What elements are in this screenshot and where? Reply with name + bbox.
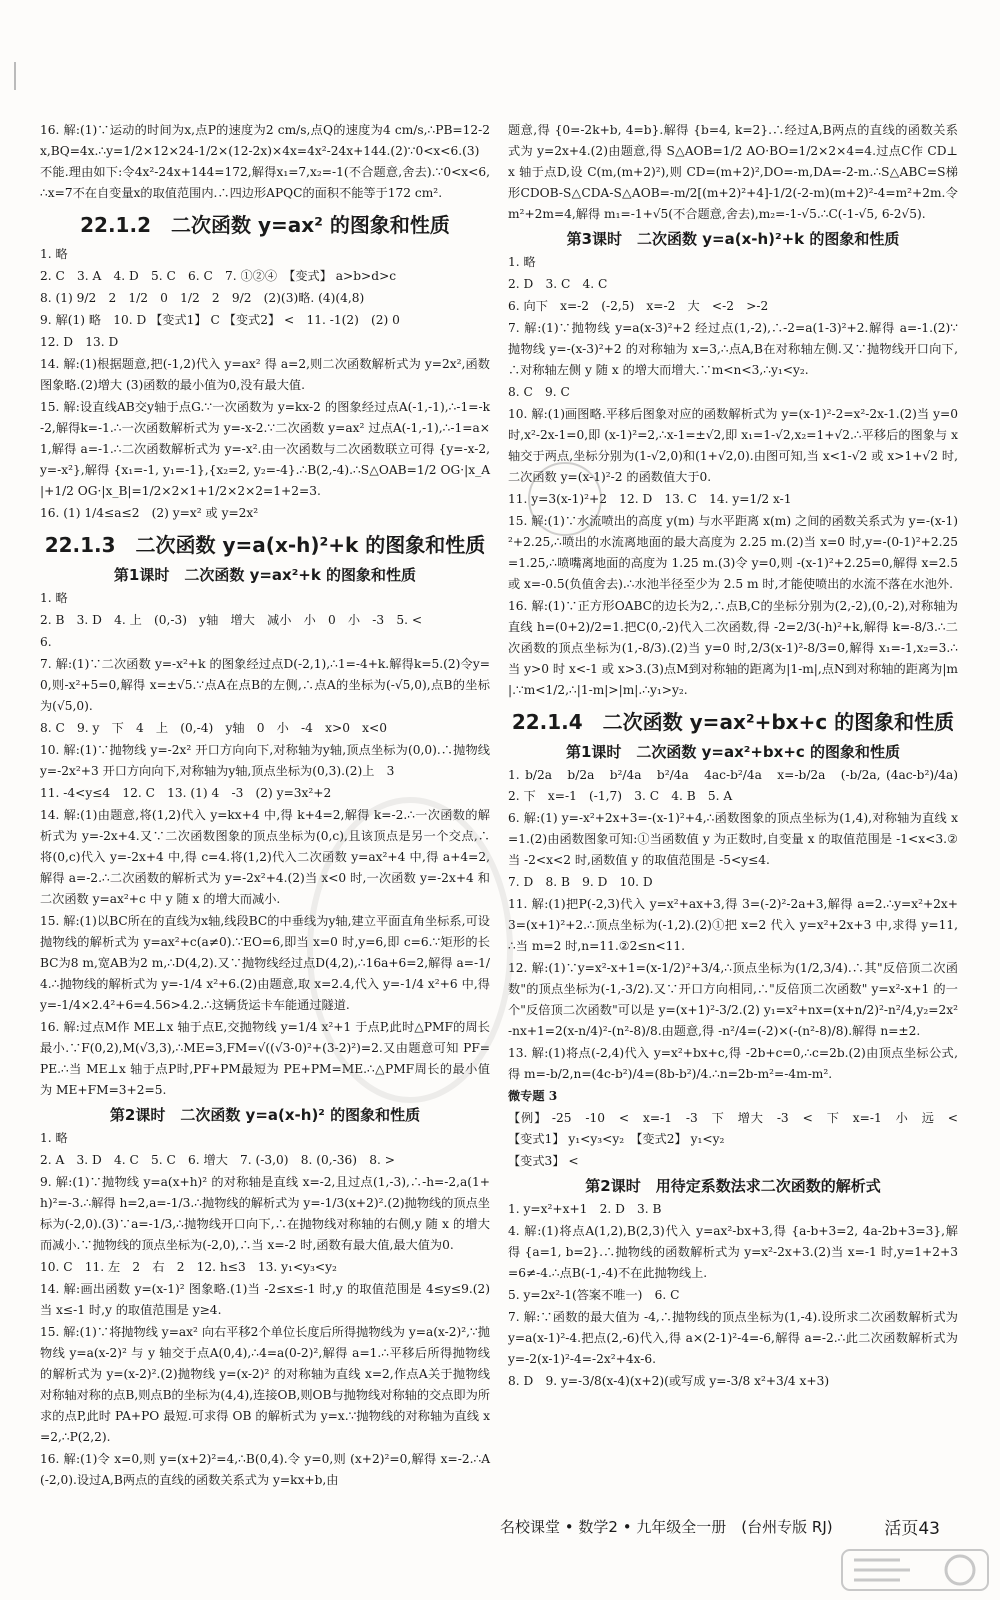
section-heading: 22.1.3 二次函数 y=a(x-h)²+k 的图象和性质 bbox=[44, 533, 486, 557]
answer-paragraph: 6. 向下 x=-2 (-2,5) x=-2 大 <-2 >-2 bbox=[508, 299, 769, 313]
answer-paragraph: 2. D 3. C 4. C bbox=[508, 277, 608, 291]
answer-paragraph: 1. y=x²+x+1 2. D 3. B bbox=[508, 1202, 662, 1216]
answer-paragraph: 2. A 3. D 4. C 5. C 6. 增大 7. (-3,0) 8. (0,-36) 8. > bbox=[40, 1153, 395, 1167]
answer-paragraph: 15. 解:设直线AB交y轴于点G.∵一次函数为 y=kx-2 的图象经过点A(-1,-1),∴-1=-k-2,解得k=-1.∴一次函数解析式为 y=-x-2.∵二次函数 y=ax² 过点A(-1,-1),∴-1=a×1,解得 a=-1.∴二次函数解析式为 y=-x².由一次函数与二次函数联立可得 {y=-x-2, y=-x²},解得 {x₁=-1, y₁=-1},{x₂=2, y₂=-4}.∴B(2,-4).∴S△OAB=1/2 OG·|x_A|+1/2 OG·|x_B|=1/2×2×1+1/2×2×2=1+2=3. bbox=[40, 400, 490, 498]
lesson-heading: 第2课时 二次函数 y=a(x-h)² 的图象和性质 bbox=[109, 1106, 421, 1124]
answer-paragraph: 1. b/2a b/2a b²/4a b²/4a 4ac-b²/4a x=-b/2a (-b/2a, (4ac-b²)/4a) 2. 下 x=-1 (-1,7) 3. C 4. B 5. A bbox=[508, 768, 971, 803]
answer-paragraph: 16. 解:(1)∵正方形OABC的边长为2,∴点B,C的坐标分别为(2,-2),(0,-2),对称轴为直线 h=(0+2)/2=1.把C(0,-2)代入二次函数,得 -2=2/3(-h)²+k,解得 k=-8/3.∴二次函数的顶点坐标为(1,-8/3).(2)当 y=0 时,2/3(x-1)²-8/3=0,解得 x₁=-1,x₂=3.∴当 y>0 时 x<-1 或 x>3.(3)点M到对称轴的距离为|1-m|,点N到对称轴的距离为|m|.∵m<1/2,∴|1-m|>|m|.∴y₁>y₂. bbox=[508, 599, 958, 697]
answer-paragraph: 15. 解:(1)以BC所在的直线为x轴,线段BC的中垂线为y轴,建立平面直角坐标系,可设抛物线的解析式为 y=ax²+c(a≠0).∵EO=6,即当 x=0 时,y=6,即 c=6.∵矩形的长BC为8 m,宽AB为2 m,∴D(4,2).又∵抛物线经过点D(4,2),∴16a+6=2,解得 a=-1/4.∴抛物线的解析式为 y=-1/4 x²+6.(2)由题意,取 x=2.4,代入 y=-1/4 x²+6 中,得 y=-1/4×2.4²+6=4.56>4.2.∴这辆货运卡车能通过隧道. bbox=[40, 914, 490, 1012]
lesson-heading: 第1课时 二次函数 y=ax²+bx+c 的图象和性质 bbox=[565, 743, 901, 761]
answer-paragraph: 12. D 13. D bbox=[40, 335, 119, 349]
answer-paragraph: 【变式3】 < bbox=[508, 1154, 579, 1168]
answer-paragraph: 15. 解:(1)∵水流喷出的高度 y(m) 与水平距离 x(m) 之间的函数关系式为 y=-(x-1)²+2.25,∴喷出的水流离地面的最大高度为 2.25 m.(2)当 x=0 时,y=-(0-1)²+2.25=1.25,∴喷嘴离地面的高度为 1.25 m.(3)令 y=0,则 -(x-1)²+2.25=0,解得 x=2.5 或 x=-0.5(负值舍去).∴水池半径至少为 2.5 m 时,才能使喷出的水流不落在水池外. bbox=[508, 514, 958, 591]
left-column bbox=[40, 120, 490, 1510]
answer-paragraph: 4. 解:(1)将点A(1,2),B(2,3)代入 y=ax²-bx+3,得 {a-b+3=2, 4a-2b+3=3},解得 {a=1, b=2}.∴抛物线的函数解析式为 y=x²-2x+3.(2)当 x=-1 时,y=1+2+3=6≠-4.∴点B(-1,-4)不在此抛物线上. bbox=[508, 1224, 958, 1280]
right-column bbox=[508, 120, 971, 1510]
topic-label: 微专题 3 bbox=[508, 1089, 558, 1103]
answer-paragraph: 11. 解:(1)把P(-2,3)代入 y=x²+ax+3,得 3=(-2)²-2a+3,解得 a=2.∴y=x²+2x+3=(x+1)²+2.∴顶点坐标为(-1,2).(2)①把 x=2 代入 y=x²+2x+3 中,求得 y=11,∴当 m=2 时,n=11.②2≤n<11. bbox=[508, 897, 958, 953]
answer-paragraph: 1. 略 bbox=[40, 591, 68, 605]
answer-paragraph: 7. 解:(1)∵抛物线 y=a(x-3)²+2 经过点(1,-2),∴-2=a(1-3)²+2.解得 a=-1.(2)∵抛物线 y=-(x-3)²+2 的对称轴为 x=3,∴点A,B在对称轴左侧.又∵抛物线开口向下,∴对称轴左侧 y 随 x 的增大而增大.∵m<n<3,∴y₁<y₂. bbox=[508, 321, 958, 377]
answer-paragraph: 10. 解:(1)∵抛物线 y=-2x² 开口方向向下,对称轴为y轴,顶点坐标为(0,0).∴抛物线 y=-2x²+3 开口方向向下,对称轴为y轴,顶点坐标为(0,3).(2)上 3 bbox=[40, 743, 490, 778]
answer-paragraph: 1. 略 bbox=[40, 247, 68, 261]
answer-paragraph: 5. y=2x²-1(答案不唯一) 6. C bbox=[508, 1288, 680, 1302]
answer-paragraph: 2. B 3. D 4. 上 (0,-3) y轴 增大 减小 小 0 小 -3 5. < bbox=[40, 613, 423, 627]
faint-stamp bbox=[528, 462, 602, 536]
answer-paragraph: 8. C 9. y 下 4 上 (0,-4) y轴 0 小 -4 x>0 x<0 bbox=[40, 721, 387, 735]
answer-paragraph: 6. 解:(1) y=-x²+2x+3=-(x-1)²+4,∴函数图象的顶点坐标为(1,4),对称轴为直线 x=1.(2)由函数图象可知:①当函数值 y 为正数时,自变量 x 的取值范围是 -1<x<3.②当 -2<x<2 时,函数值 y 的取值范围是 -5<y≤4. bbox=[508, 811, 958, 867]
book-title: 名校课堂 • 数学2 • 九年级全一册 (台州专版 RJ) bbox=[500, 1518, 833, 1536]
answer-paragraph: 7. 解:∵函数的最大值为 -4,∴抛物线的顶点坐标为(1,-4).设所求二次函数解析式为 y=a(x-1)²-4.把点(2,-6)代入,得 a×(2-1)²-4=-6,解得 a=-2.∴此二次函数解析式为 y=-2(x-1)²-4=-2x²+4x-6. bbox=[508, 1310, 958, 1366]
answer-paragraph: 16. (1) 1/4≤a≤2 (2) y=x² 或 y=2x² bbox=[40, 506, 259, 520]
answer-paragraph: 16. 解:过点M作 ME⊥x 轴于点E,交抛物线 y=1/4 x²+1 于点P,此时△PMF的周长最小.∵F(0,2),M(√3,3),∴ME=3,FM=√((√3-0)²+(3-2)²)=2.又由题意可知 PF=PE.∴当 ME⊥x 轴于点P时,PF+PM最短为 PE+PM=ME.∴△PMF周长的最小值为 ME+FM=3+2=5. bbox=[40, 1020, 490, 1097]
answer-paragraph: 1. 略 bbox=[508, 255, 536, 269]
answer-paragraph: 9. 解(1) 略 10. D 【变式1】 C 【变式2】 < 11. -1(2) (2) 0 bbox=[40, 313, 400, 327]
site-logo-watermark bbox=[840, 1546, 990, 1594]
answer-paragraph: 8. (1) 9/2 2 1/2 0 1/2 2 9/2 (2)(3)略. (4)(4,8) bbox=[40, 291, 365, 305]
page-footer bbox=[40, 1512, 950, 1542]
answer-paragraph: 10. 解:(1)画图略.平移后图象对应的函数解析式为 y=(x-1)²-2=x²-2x-1.(2)当 y=0 时,x²-2x-1=0,即 (x-1)²=2,∴x-1=±√2,即 x₁=1-√2,x₂=1+√2.∴平移后的图象与 x 轴交于两点,坐标分别为(1-√2,0)和(1+√2,0).由图可知,当 x<1-√2 或 x>1+√2 时,二次函数 y=(x-1)²-2 的函数值大于0. bbox=[508, 407, 958, 484]
answer-paragraph: 12. 解:(1)∵y=x²-x+1=(x-1/2)²+3/4,∴顶点坐标为(1/2,3/4).∴其"反倍顶二次函数"的顶点坐标为(-1,-3/2).又∵开口方向相同,∴"反倍顶二次函数" y=x²-x+1 的一个"反倍顶二次函数"可以是 y=(x+1)²-3/2.(2) y₁=x²+nx=(x+n/2)²-n²/4,y₂=2x²-nx+1=2(x-n/4)²-(n²-8)/8.由题意,得 -n²/4=(-2)×(-(n²-8)/8).解得 n=±2. bbox=[508, 961, 958, 1038]
answer-paragraph: 8. C 9. C bbox=[508, 385, 570, 399]
answer-paragraph: 11. -4<y≤4 12. C 13. (1) 4 -3 (2) y=3x²+2 bbox=[40, 786, 332, 800]
answer-paragraph: 11. y=3(x-1)²+2 12. D 13. C 14. y=1/2 x-1 bbox=[508, 492, 792, 506]
answer-paragraph: 6. bbox=[40, 635, 52, 649]
answer-paragraph: 8. D 9. y=-3/8(x-4)(x+2)(或写成 y=-3/8 x²+3/4 x+3) bbox=[508, 1374, 830, 1388]
answer-paragraph: 16. 解:(1)∵运动的时间为x,点P的速度为2 cm/s,点Q的速度为4 cm/s,∴PB=12-2x,BQ=4x.∴y=1/2×12×24-1/2×(12-2x)×4x=4x²-24x+144.(2)∵0<x<6.(3)不能.理由如下:令4x²-24x+144=172,解得x₁=7,x₂=-1(不合题意,舍去).∵0<x<6,∴x=7不在自变量x的取值范围内.∴四边形APQC的面积不能等于172 cm². bbox=[40, 123, 490, 200]
answer-paragraph: 9. 解:(1)∵抛物线 y=a(x+h)² 的对称轴是直线 x=-2,且过点(1,-3),∴-h=-2,a(1+h)²=-3.∴解得 h=2,a=-1/3.∴抛物线的解析式为 y=-1/3(x+2)².(2)抛物线的顶点坐标为(-2,0).(3)∵a=-1/3,∴抛物线开口向下,∴在抛物线对称轴的右侧,y 随 x 的增大而减小.∵抛物线的顶点坐标为(-2,0),∴当 x=-2 时,函数有最大值,最大值为0. bbox=[40, 1175, 490, 1252]
answer-paragraph: 2. C 3. A 4. D 5. C 6. C 7. ①②④ 【变式】 a>b>d>c bbox=[40, 269, 397, 283]
lesson-heading: 第1课时 二次函数 y=ax²+k 的图象和性质 bbox=[113, 566, 417, 584]
section-heading: 22.1.4 二次函数 y=ax²+bx+c 的图象和性质 bbox=[511, 710, 955, 734]
answer-paragraph: 7. D 8. B 9. D 10. D bbox=[508, 875, 653, 889]
answer-paragraph: 16. 解:(1)令 x=0,则 y=(x+2)²=4,∴B(0,4).令 y=0,则 (x+2)²=0,解得 x=-2.∴A(-2,0).设过A,B两点的直线的函数关系式为 y=kx+b,由 bbox=[40, 1452, 490, 1487]
answer-paragraph: 14. 解:(1)由题意,将(1,2)代入 y=kx+4 中,得 k+4=2,解得 k=-2.∴一次函数的解析式为 y=-2x+4.又∵二次函数图象的顶点坐标为(0,c),且该顶点是另一个交点,∴将(0,c)代入 y=-2x+4 中,得 c=4.将(1,2)代入二次函数 y=ax²+4 中,得 a+4=2,解得 a=-2.∴二次函数的解析式为 y=-2x²+4.(2)当 x<0 时,一次函数 y=-2x+4 和二次函数 y=ax²+c 中 y 随 x 的增大而减小. bbox=[40, 808, 490, 906]
answer-paragraph: 【例】 -25 -10 < x=-1 -3 下 增大 -3 < 下 x=-1 小 远 < 【变式1】 y₁<y₃<y₂ 【变式2】 y₁<y₂ bbox=[508, 1111, 971, 1146]
answer-paragraph: 14. 解:(1)根据题意,把(-1,2)代入 y=ax² 得 a=2,则二次函数解析式为 y=2x²,函数图象略.(2)增大 (3)函数的最小值为0,没有最大值. bbox=[40, 357, 490, 392]
page-number: 活页43 bbox=[884, 1519, 940, 1539]
answer-paragraph: 1. 略 bbox=[40, 1131, 68, 1145]
answer-paragraph: 13. 解:(1)将点(-2,4)代入 y=x²+bx+c,得 -2b+c=0,∴c=2b.(2)由顶点坐标公式,得 m=-b/2,n=(4c-b²)/4=(8b-b²)/4.∴n=2b-m²=-4m-m². bbox=[508, 1046, 958, 1081]
lesson-heading: 第2课时 用待定系数法求二次函数的解析式 bbox=[585, 1177, 881, 1195]
answer-paragraph: 7. 解:(1)∵二次函数 y=-x²+k 的图象经过点D(-2,1),∴1=-4+k.解得k=5.(2)令y=0,则-x²+5=0,解得 x=±√5.∵点A在点B的左侧,∴点A的坐标为(-√5,0),点B的坐标为(√5,0). bbox=[40, 657, 490, 713]
answer-paragraph: 15. 解:(1)∵将抛物线 y=ax² 向右平移2个单位长度后所得抛物线为 y=a(x-2)²,∵抛物线 y=a(x-2)² 与 y 轴交于点A(0,4),∴4=a(0-2)²,解得 a=1.∴平移后所得抛物线的解析式为 y=(x-2)².(2)抛物线 y=(x-2)² 的对称轴为直线 x=2,作点A关于抛物线对称轴对称的点B,则点B的坐标为(4,4),连接OB,则OB与抛物线对称轴的交点即为所求的点P,此时 PA+PO 最短.可求得 OB 的解析式为 y=x.∵抛物线的对称轴为直线 x=2,∴P(2,2). bbox=[40, 1325, 490, 1444]
answer-paragraph: 题意,得 {0=-2k+b, 4=b}.解得 {b=4, k=2}.∴经过A,B两点的直线的函数关系式为 y=2x+4.(2)由题意,得 S△AOB=1/2 AO·BO=1/2×2×4=4.过点C作 CD⊥x 轴于点D,设 C(m,(m+2)²),则 CD=(m+2)²,DO=-m,DA=-2-m.∴S△ABC=S梯形CDOB-S△CDA-S△AOB=-m/2[(m+2)²+4]-1/2(-2-m)(m+2)²-4=m²+2m.令 m²+2m=4,解得 m₁=-1+√5(不合题意,舍去),m₂=-1-√5.∴C(-1-√5, 6-2√5). bbox=[508, 123, 958, 221]
section-heading: 22.1.2 二次函数 y=ax² 的图象和性质 bbox=[80, 213, 450, 237]
margin-mark bbox=[14, 62, 16, 90]
answer-paragraph: 10. C 11. 左 2 右 2 12. h≤3 13. y₁<y₃<y₂ bbox=[40, 1260, 337, 1274]
answer-paragraph: 14. 解:画出函数 y=(x-1)² 图象略.(1)当 -2≤x≤-1 时,y 的取值范围是 4≤y≤9.(2)当 x≤-1 时,y 的取值范围是 y≥4. bbox=[40, 1282, 490, 1317]
lesson-heading: 第3课时 二次函数 y=a(x-h)²+k 的图象和性质 bbox=[566, 230, 900, 248]
